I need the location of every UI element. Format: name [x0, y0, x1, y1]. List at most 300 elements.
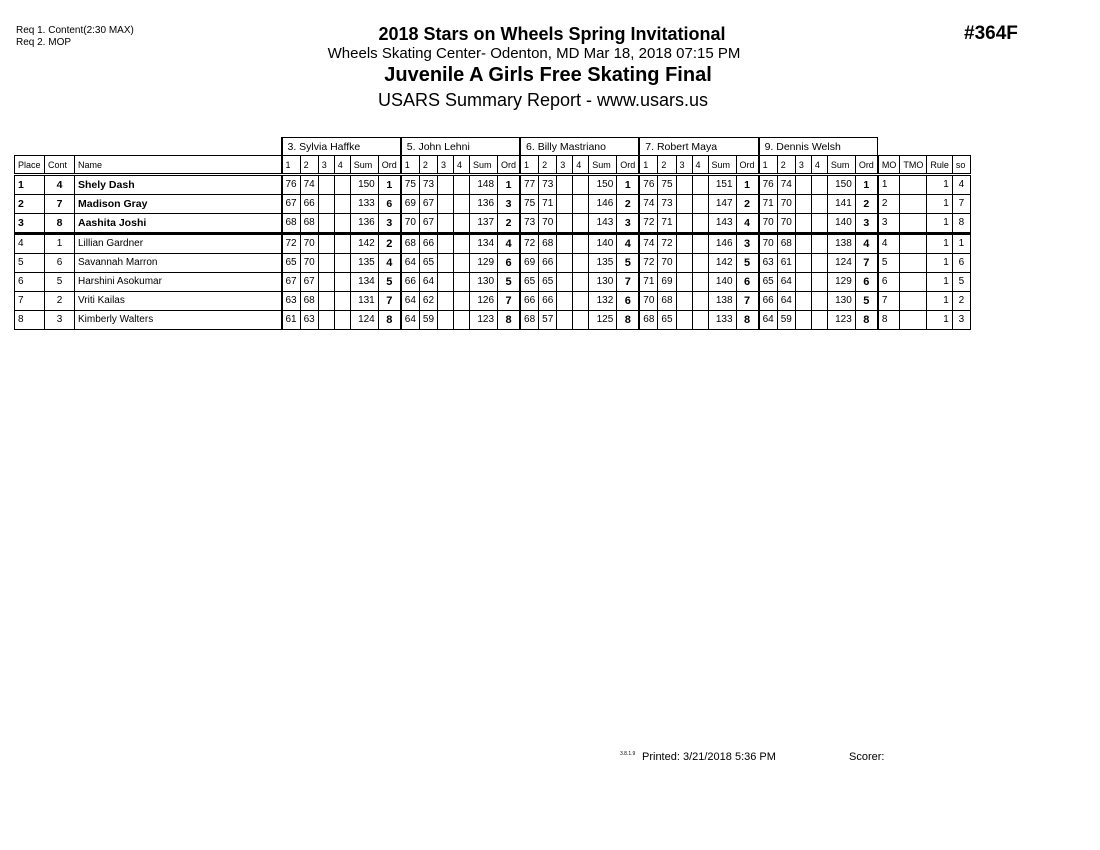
judge-sum-cell: 123	[470, 311, 498, 330]
tmo-cell	[900, 311, 927, 330]
judge-score-cell	[557, 234, 573, 254]
judge-score-cell: 66	[401, 273, 420, 292]
judge-score-cell	[692, 273, 708, 292]
judge-score-cell: 63	[282, 292, 301, 311]
judge-score-cell: 65	[282, 254, 301, 273]
category-title: Juvenile A Girls Free Skating Final	[384, 64, 712, 86]
judge-score-cell	[676, 311, 692, 330]
judge-score-cell	[557, 273, 573, 292]
mo-cell: 1	[878, 175, 900, 195]
contestant-number-cell: 4	[45, 175, 75, 195]
judge-ordinal-cell: 5	[736, 254, 759, 273]
judge-score-cell	[454, 311, 470, 330]
judge-score-cell: 68	[658, 292, 676, 311]
col-header-name: Name	[75, 156, 282, 175]
judge-sum-cell: 125	[589, 311, 617, 330]
judge-sum-cell: 131	[350, 292, 378, 311]
judge-score-cell: 76	[282, 175, 301, 195]
judge-score-cell	[334, 175, 350, 195]
judge-score-cell	[438, 234, 454, 254]
table-row	[15, 234, 971, 254]
judge-score-cell: 70	[759, 234, 778, 254]
judge-score-cell: 70	[777, 195, 795, 214]
mo-cell: 6	[878, 273, 900, 292]
judge-score-cell: 59	[419, 311, 437, 330]
skater-name-cell: Lillian Gardner	[75, 234, 282, 254]
tmo-cell	[900, 254, 927, 273]
judge-score-cell	[454, 254, 470, 273]
judge-ordinal-cell: 2	[378, 234, 401, 254]
col-header-judge-3: 3	[318, 156, 334, 175]
judge-ordinal-cell: 3	[498, 195, 521, 214]
judge-ordinal-cell: 8	[855, 311, 878, 330]
judge-sum-cell: 142	[708, 254, 736, 273]
event-title: 2018 Stars on Wheels Spring Invitational	[378, 24, 726, 44]
rule-cell: 1	[927, 292, 953, 311]
col-header-judge-1: 1	[282, 156, 301, 175]
so-cell: 5	[952, 273, 970, 292]
rule-cell: 1	[927, 273, 953, 292]
judge-sum-cell: 135	[589, 254, 617, 273]
judge-sum-cell: 124	[827, 254, 855, 273]
col-header-judge-ord: Ord	[855, 156, 878, 175]
judge-ordinal-cell: 7	[617, 273, 640, 292]
judge-score-cell	[795, 292, 811, 311]
judge-score-cell	[676, 195, 692, 214]
judge-score-cell: 64	[777, 292, 795, 311]
skater-name-cell: Savannah Marron	[75, 254, 282, 273]
col-header-judge-4: 4	[334, 156, 350, 175]
judge-score-cell: 70	[639, 292, 658, 311]
judge-score-cell: 70	[759, 214, 778, 234]
rule-cell: 1	[927, 234, 953, 254]
judge-score-cell: 71	[639, 273, 658, 292]
rule-cell: 1	[927, 311, 953, 330]
judge-sum-cell: 146	[589, 195, 617, 214]
report-title: USARS Summary Report - www.usars.us	[377, 90, 709, 110]
judge-sum-cell: 138	[708, 292, 736, 311]
rule-cell: 1	[927, 175, 953, 195]
judge-score-cell: 59	[777, 311, 795, 330]
mo-cell: 4	[878, 234, 900, 254]
judge-sum-cell: 136	[470, 195, 498, 214]
judge-ordinal-cell: 8	[378, 311, 401, 330]
judge-score-cell: 69	[401, 195, 420, 214]
judge-score-cell: 73	[520, 214, 539, 234]
judge-score-cell: 70	[300, 254, 318, 273]
judge-score-cell	[557, 195, 573, 214]
judge-score-cell: 69	[520, 254, 539, 273]
judge-score-cell: 74	[300, 175, 318, 195]
col-header-so: so	[952, 156, 970, 175]
judge-score-cell: 63	[300, 311, 318, 330]
judge-score-cell	[573, 234, 589, 254]
judge-score-cell: 61	[282, 311, 301, 330]
judge-score-cell	[795, 311, 811, 330]
judge-score-cell: 64	[401, 254, 420, 273]
judge-score-cell	[557, 292, 573, 311]
judge-score-cell: 72	[282, 234, 301, 254]
place-cell: 4	[15, 234, 45, 254]
judge-score-cell: 57	[539, 311, 557, 330]
judge-score-cell: 73	[419, 175, 437, 195]
judge-score-cell: 67	[419, 195, 437, 214]
so-cell: 8	[952, 214, 970, 234]
contestant-number-cell: 2	[45, 292, 75, 311]
judge-score-cell: 68	[639, 311, 658, 330]
so-cell: 3	[952, 311, 970, 330]
skater-name-cell: Shely Dash	[75, 175, 282, 195]
judge-score-cell	[334, 234, 350, 254]
judge-ordinal-cell: 4	[378, 254, 401, 273]
judge-sum-cell: 129	[470, 254, 498, 273]
judge-score-cell	[318, 195, 334, 214]
judge-ordinal-cell: 2	[617, 195, 640, 214]
judge-sum-cell: 134	[350, 273, 378, 292]
so-cell: 2	[952, 292, 970, 311]
judge-score-cell: 67	[282, 195, 301, 214]
judge-ordinal-cell: 3	[855, 214, 878, 234]
judge-name: 3. Sylvia Haffke	[282, 138, 401, 156]
tmo-cell	[900, 214, 927, 234]
judge-score-cell: 67	[419, 214, 437, 234]
tmo-cell	[900, 292, 927, 311]
judge-score-cell: 75	[401, 175, 420, 195]
col-header-judge-4: 4	[454, 156, 470, 175]
judge-sum-cell: 134	[470, 234, 498, 254]
judge-score-cell: 65	[419, 254, 437, 273]
judge-score-cell	[692, 214, 708, 234]
judge-score-cell: 68	[401, 234, 420, 254]
skater-name-cell: Kimberly Walters	[75, 311, 282, 330]
judge-score-cell: 69	[658, 273, 676, 292]
rule-cell: 1	[927, 214, 953, 234]
mo-cell: 3	[878, 214, 900, 234]
col-header-mo: MO	[878, 156, 900, 175]
judge-score-cell	[811, 234, 827, 254]
judge-score-cell	[811, 195, 827, 214]
judge-score-cell	[438, 254, 454, 273]
col-header-judge-ord: Ord	[736, 156, 759, 175]
venue-date: Wheels Skating Center- Odenton, MD Mar 18, 2018 07:15 PM	[327, 45, 741, 62]
judge-score-cell	[573, 214, 589, 234]
contestant-number-cell: 8	[45, 214, 75, 234]
judge-score-cell: 62	[419, 292, 437, 311]
judge-score-cell: 74	[777, 175, 795, 195]
judge-sum-cell: 138	[827, 234, 855, 254]
col-header-judge-sum: Sum	[350, 156, 378, 175]
judge-ordinal-cell: 5	[855, 292, 878, 311]
judge-score-cell: 66	[419, 234, 437, 254]
mo-cell: 8	[878, 311, 900, 330]
judge-ordinal-cell: 7	[855, 254, 878, 273]
software-version: 3.8.1.9	[620, 751, 636, 757]
rule-cell: 1	[927, 254, 953, 273]
scorer-label: Scorer:	[849, 751, 885, 763]
scores-table	[14, 137, 971, 330]
judge-ordinal-cell: 7	[736, 292, 759, 311]
judge-score-cell	[438, 214, 454, 234]
judge-ordinal-cell: 2	[736, 195, 759, 214]
judge-header-row	[15, 138, 971, 156]
tmo-cell	[900, 175, 927, 195]
judge-score-cell: 77	[520, 175, 539, 195]
column-header-row	[15, 156, 971, 175]
judge-score-cell: 74	[639, 195, 658, 214]
judge-score-cell: 72	[639, 254, 658, 273]
judge-ordinal-cell: 7	[498, 292, 521, 311]
judge-score-cell	[676, 234, 692, 254]
judge-sum-cell: 146	[708, 234, 736, 254]
contestant-number-cell: 5	[45, 273, 75, 292]
place-cell: 6	[15, 273, 45, 292]
judge-ordinal-cell: 4	[736, 214, 759, 234]
judge-name: 6. Billy Mastriano	[520, 138, 639, 156]
judge-name: 5. John Lehni	[401, 138, 520, 156]
judge-ordinal-cell: 5	[378, 273, 401, 292]
judge-score-cell: 67	[300, 273, 318, 292]
judge-score-cell	[318, 175, 334, 195]
judge-score-cell: 68	[282, 214, 301, 234]
judge-sum-cell: 140	[708, 273, 736, 292]
table-row	[15, 175, 971, 195]
judge-score-cell: 64	[777, 273, 795, 292]
judge-ordinal-cell: 6	[617, 292, 640, 311]
tmo-cell	[900, 195, 927, 214]
judge-score-cell: 65	[759, 273, 778, 292]
table-row	[15, 273, 971, 292]
col-header-judge-ord: Ord	[378, 156, 401, 175]
skater-name-cell: Harshini Asokumar	[75, 273, 282, 292]
judge-score-cell	[811, 175, 827, 195]
so-cell: 1	[952, 234, 970, 254]
judge-score-cell	[557, 175, 573, 195]
table-row	[15, 311, 971, 330]
judge-sum-cell: 137	[470, 214, 498, 234]
judge-score-cell: 76	[759, 175, 778, 195]
judge-score-cell	[438, 195, 454, 214]
judge-score-cell	[573, 195, 589, 214]
judge-score-cell	[318, 273, 334, 292]
judge-score-cell	[454, 195, 470, 214]
judge-score-cell: 73	[658, 195, 676, 214]
judge-ordinal-cell: 6	[378, 195, 401, 214]
judge-score-cell	[438, 311, 454, 330]
judge-sum-cell: 143	[589, 214, 617, 234]
col-header-judge-2: 2	[300, 156, 318, 175]
contestant-number-cell: 7	[45, 195, 75, 214]
judge-score-cell	[318, 311, 334, 330]
judge-score-cell	[795, 214, 811, 234]
judge-sum-cell: 141	[827, 195, 855, 214]
col-header-judge-3: 3	[795, 156, 811, 175]
judge-score-cell: 76	[639, 175, 658, 195]
judge-score-cell	[318, 234, 334, 254]
judge-score-cell	[676, 292, 692, 311]
judge-ordinal-cell: 1	[736, 175, 759, 195]
judge-score-cell: 70	[777, 214, 795, 234]
contestant-number-cell: 3	[45, 311, 75, 330]
judge-score-cell	[454, 234, 470, 254]
judge-ordinal-cell: 4	[855, 234, 878, 254]
judge-sum-cell: 150	[589, 175, 617, 195]
judge-score-cell: 71	[658, 214, 676, 234]
judge-score-cell: 64	[401, 292, 420, 311]
judge-score-cell	[438, 273, 454, 292]
requirement-2: Req 2. MOP	[16, 37, 72, 48]
judge-score-cell	[318, 254, 334, 273]
judge-score-cell	[692, 234, 708, 254]
judge-score-cell: 65	[520, 273, 539, 292]
col-header-tmo: TMO	[900, 156, 927, 175]
judge-score-cell: 68	[539, 234, 557, 254]
judge-ordinal-cell: 2	[855, 195, 878, 214]
judge-ordinal-cell: 3	[736, 234, 759, 254]
col-header-judge-3: 3	[676, 156, 692, 175]
judge-sum-cell: 136	[350, 214, 378, 234]
table-row	[15, 214, 971, 234]
judge-score-cell	[454, 292, 470, 311]
col-header-place: Place	[15, 156, 45, 175]
judge-score-cell	[573, 254, 589, 273]
contestant-number-cell: 6	[45, 254, 75, 273]
judge-ordinal-cell: 6	[855, 273, 878, 292]
judge-score-cell	[318, 214, 334, 234]
judge-score-cell	[811, 254, 827, 273]
judge-score-cell: 67	[282, 273, 301, 292]
judge-score-cell	[795, 234, 811, 254]
so-cell: 6	[952, 254, 970, 273]
judge-score-cell	[334, 214, 350, 234]
skater-name-cell: Vriti Kailas	[75, 292, 282, 311]
judge-score-cell	[334, 273, 350, 292]
col-header-judge-4: 4	[692, 156, 708, 175]
judge-score-cell: 72	[520, 234, 539, 254]
judge-sum-cell: 133	[708, 311, 736, 330]
judge-score-cell: 66	[759, 292, 778, 311]
judge-score-cell	[692, 254, 708, 273]
judge-sum-cell: 124	[350, 311, 378, 330]
judge-sum-cell: 126	[470, 292, 498, 311]
place-cell: 7	[15, 292, 45, 311]
judge-ordinal-cell: 7	[378, 292, 401, 311]
col-header-judge-sum: Sum	[827, 156, 855, 175]
judge-score-cell	[676, 214, 692, 234]
judge-sum-cell: 143	[708, 214, 736, 234]
judge-name: 9. Dennis Welsh	[759, 138, 878, 156]
col-header-judge-sum: Sum	[708, 156, 736, 175]
judge-sum-cell: 130	[470, 273, 498, 292]
judge-sum-cell: 148	[470, 175, 498, 195]
judge-ordinal-cell: 3	[378, 214, 401, 234]
judge-score-cell: 68	[520, 311, 539, 330]
judge-score-cell	[557, 311, 573, 330]
col-header-judge-4: 4	[811, 156, 827, 175]
table-row	[15, 292, 971, 311]
col-header-judge-4: 4	[573, 156, 589, 175]
printed-timestamp: Printed: 3/21/2018 5:36 PM	[642, 751, 776, 763]
judge-ordinal-cell: 1	[378, 175, 401, 195]
col-header-judge-2: 2	[658, 156, 676, 175]
judge-sum-cell: 133	[350, 195, 378, 214]
judge-score-cell: 72	[639, 214, 658, 234]
contestant-number-cell: 1	[45, 234, 75, 254]
judge-ordinal-cell: 8	[617, 311, 640, 330]
mo-cell: 7	[878, 292, 900, 311]
judge-score-cell	[811, 311, 827, 330]
col-header-judge-1: 1	[759, 156, 778, 175]
judge-score-cell: 74	[639, 234, 658, 254]
judge-score-cell: 66	[520, 292, 539, 311]
judge-ordinal-cell: 1	[617, 175, 640, 195]
so-cell: 4	[952, 175, 970, 195]
place-cell: 5	[15, 254, 45, 273]
judge-ordinal-cell: 1	[498, 175, 521, 195]
judge-sum-cell: 140	[589, 234, 617, 254]
col-header-judge-ord: Ord	[617, 156, 640, 175]
col-header-rule: Rule	[927, 156, 953, 175]
place-cell: 3	[15, 214, 45, 234]
judge-score-cell	[795, 175, 811, 195]
judge-ordinal-cell: 4	[617, 234, 640, 254]
judge-score-cell: 68	[777, 234, 795, 254]
mo-cell: 5	[878, 254, 900, 273]
judge-sum-cell: 147	[708, 195, 736, 214]
skater-name-cell: Madison Gray	[75, 195, 282, 214]
judge-score-cell: 70	[539, 214, 557, 234]
tmo-cell	[900, 234, 927, 254]
judge-score-cell	[438, 292, 454, 311]
judge-score-cell	[573, 311, 589, 330]
rule-cell: 1	[927, 195, 953, 214]
judge-name: 7. Robert Maya	[639, 138, 758, 156]
judge-score-cell	[454, 175, 470, 195]
judge-score-cell	[334, 254, 350, 273]
judge-score-cell	[334, 311, 350, 330]
judge-score-cell: 68	[300, 292, 318, 311]
judge-score-cell	[573, 273, 589, 292]
judge-sum-cell: 135	[350, 254, 378, 273]
judge-score-cell	[438, 175, 454, 195]
judge-score-cell	[692, 311, 708, 330]
judge-score-cell: 64	[759, 311, 778, 330]
judge-ordinal-cell: 1	[855, 175, 878, 195]
judge-sum-cell: 140	[827, 214, 855, 234]
judge-score-cell	[557, 254, 573, 273]
so-cell: 7	[952, 195, 970, 214]
col-header-judge-1: 1	[639, 156, 658, 175]
judge-score-cell	[334, 292, 350, 311]
mo-cell: 2	[878, 195, 900, 214]
judge-score-cell	[811, 214, 827, 234]
judge-ordinal-cell: 8	[498, 311, 521, 330]
col-header-judge-2: 2	[539, 156, 557, 175]
judge-score-cell: 68	[300, 214, 318, 234]
judge-ordinal-cell: 4	[498, 234, 521, 254]
judge-sum-cell: 123	[827, 311, 855, 330]
table-row	[15, 254, 971, 273]
col-header-cont: Cont	[45, 156, 75, 175]
col-header-judge-3: 3	[438, 156, 454, 175]
tmo-cell	[900, 273, 927, 292]
judge-sum-cell: 151	[708, 175, 736, 195]
col-header-judge-1: 1	[520, 156, 539, 175]
judge-score-cell	[795, 273, 811, 292]
judge-score-cell: 71	[759, 195, 778, 214]
judge-score-cell	[692, 195, 708, 214]
judge-score-cell	[334, 195, 350, 214]
judge-score-cell	[454, 273, 470, 292]
